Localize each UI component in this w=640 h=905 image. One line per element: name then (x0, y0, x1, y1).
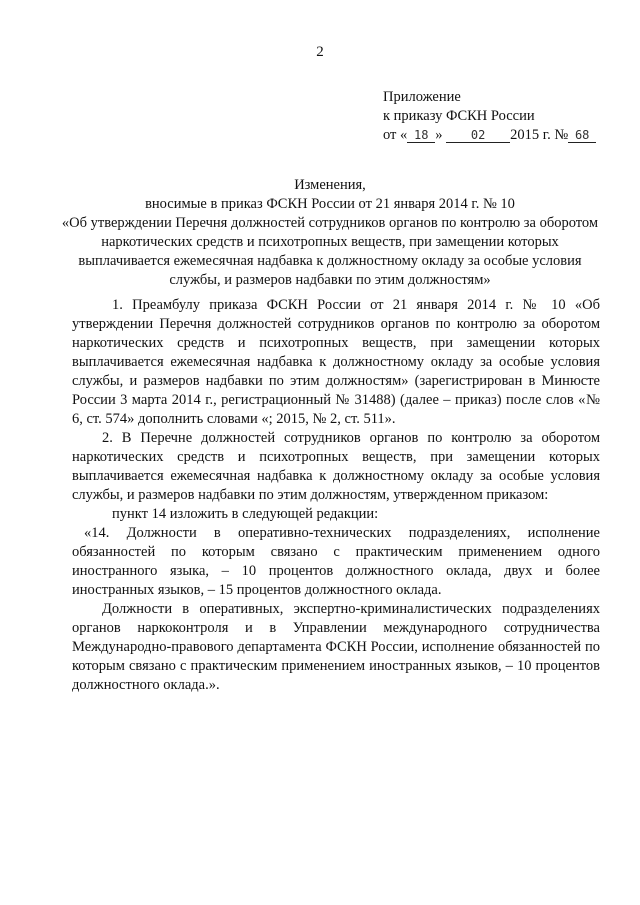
paragraph-3: пункт 14 изложить в следующей редакции: (112, 506, 379, 522)
paragraph-4-quote: «14. Должности в оперативно-технических подразделениях, исполнение обязанностей по которым связано с практическим применением одного иностранного языка, – 10 процентов должностного оклада, двух и более иностранных языков, – 15 процентов должностного оклада. (72, 525, 600, 598)
handwritten-day: 18 (407, 128, 435, 143)
paragraph-1: 1. Преамбулу приказа ФСКН России от 21 января 2014 г. № 10 «Об утверждении Перечня должностей сотрудников органов по контролю за оборотом наркотических средств и психотропных веществ, при замещении которых выплачивается ежемесячная надбавка к должностному окладу за особые условия службы, и размеров надбавки по этим должностям» (зарегистрирован в Минюсте России 3 марта 2014 г., регистрационный № 31488) (далее – приказ) после слов «№ 6, ст. 574» дополнить словами «; 2015, № 2, ст. 511». (72, 297, 600, 427)
appendix-title: Приложение (383, 89, 461, 105)
paragraph-5: Должности в оперативных, экспертно-криминалистических подразделениях органов наркоконтроля и в Управлении международного сотрудничества Международно-правового департамента ФСКН России, исполнение обязанностей по которым связано с практическим применением иностранных языков, – 10 процентов должностного оклада.». (72, 601, 600, 693)
date-close: » (435, 127, 443, 143)
appendix-header (383, 88, 596, 145)
title-heading: Изменения, (294, 177, 366, 193)
document-body (72, 296, 600, 695)
page-number: 2 (316, 44, 324, 60)
document-title (60, 176, 600, 290)
handwritten-number: 68 (568, 128, 596, 143)
appendix-date-line (383, 126, 596, 145)
appendix-order-ref: к приказу ФСКН России (383, 108, 535, 124)
paragraph-2: 2. В Перечне должностей сотрудников органов по контролю за оборотом наркотических средств и психотропных веществ, при замещении которых выплачивается ежемесячная надбавка к должностному окладу за особые условия службы, и размеров надбавки по этим должностям, утвержденном приказом: (72, 430, 600, 503)
title-order-name: «Об утверждении Перечня должностей сотрудников органов по контролю за оборотом наркотических средств и психотропных веществ, при замещении которых выплачивается ежемесячная надбавка к должностному окладу за особые условия службы, и размеров надбавки по этим должностям» (61, 215, 599, 288)
date-prefix: от « (383, 127, 408, 143)
date-year: 2015 г. № (510, 127, 569, 143)
handwritten-month: 02 (446, 128, 510, 143)
title-subheading: вносимые в приказ ФСКН России от 21 января 2014 г. № 10 (145, 196, 515, 212)
